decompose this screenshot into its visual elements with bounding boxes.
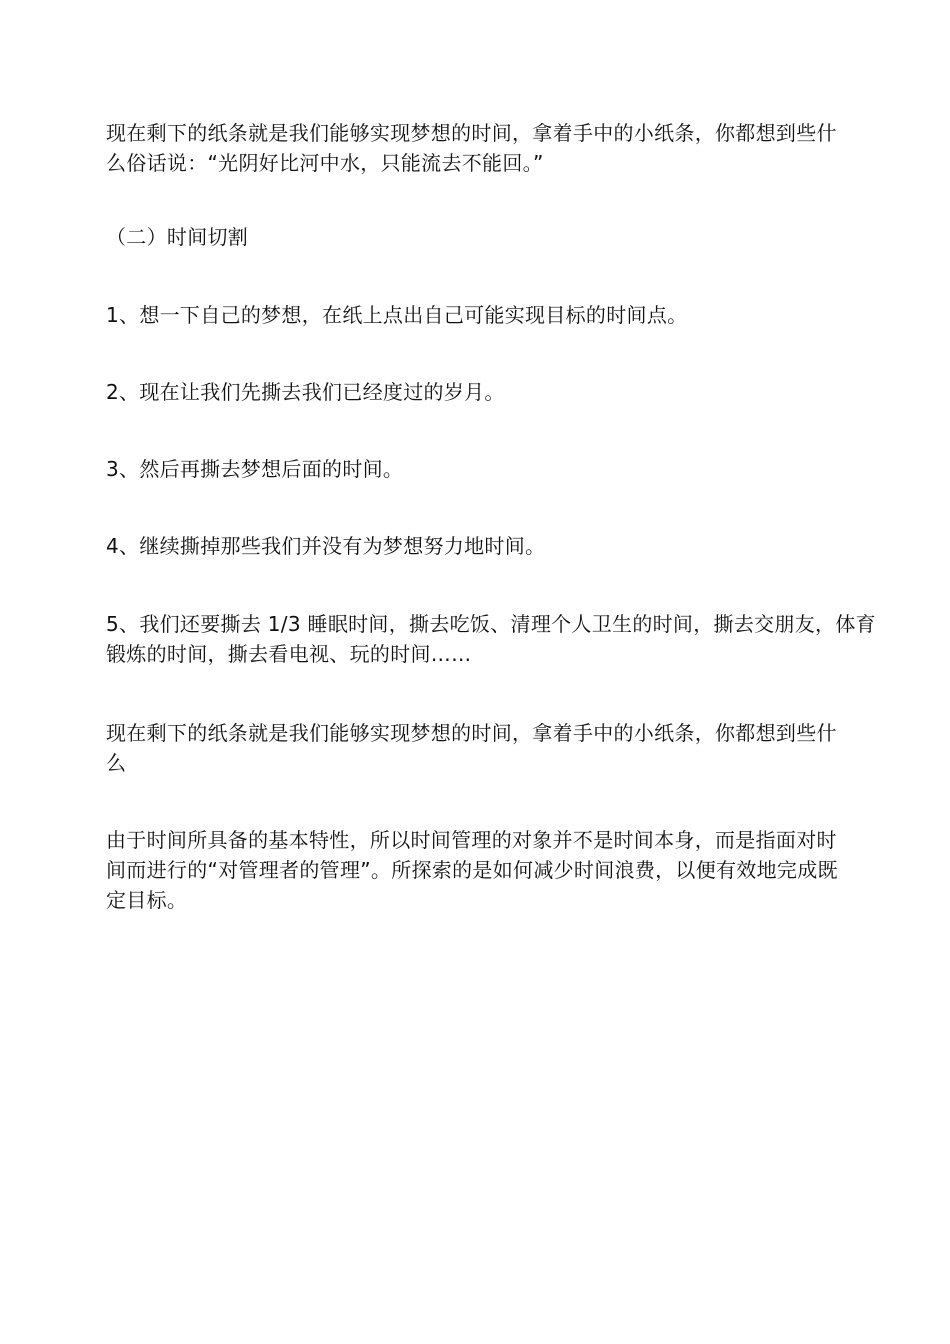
paragraph-time-management: 由于时间所具备的基本特性，所以时间管理的对象并不是时间本身，而是指面对时间而进行的“对管理者的管理”。所探索的是如何减少时间浪费，以便有效地完成既定目标。 [106,828,838,912]
list-item-3: 3、然后再撕去梦想后面的时间。 [106,457,404,481]
list-item-2: 2、现在让我们先撕去我们已经度过的岁月。 [106,380,505,404]
section-heading-time-cutting: （二）时间切割 [106,225,249,249]
paragraph-dream-time: 现在剩下的纸条就是我们能够实现梦想的时间，拿着手中的小纸条，你都想到些什么 [106,721,837,775]
list-item-4: 4、继续撕掉那些我们并没有为梦想努力地时间。 [106,534,546,558]
paragraph-dream-time-proverb: 现在剩下的纸条就是我们能够实现梦想的时间，拿着手中的小纸条，你都想到些什么俗话说：“光阴好比河中水，只能流去不能回。” [106,121,837,175]
list-item-5: 5、我们还要撕去 1/3 睡眠时间，撕去吃饭、清理个人卫生的时间，撕去交朋友，体育锻炼的时间，撕去看电视、玩的时间…… [106,612,876,666]
list-item-1: 1、想一下自己的梦想，在纸上点出自己可能实现目标的时间点。 [106,303,688,327]
